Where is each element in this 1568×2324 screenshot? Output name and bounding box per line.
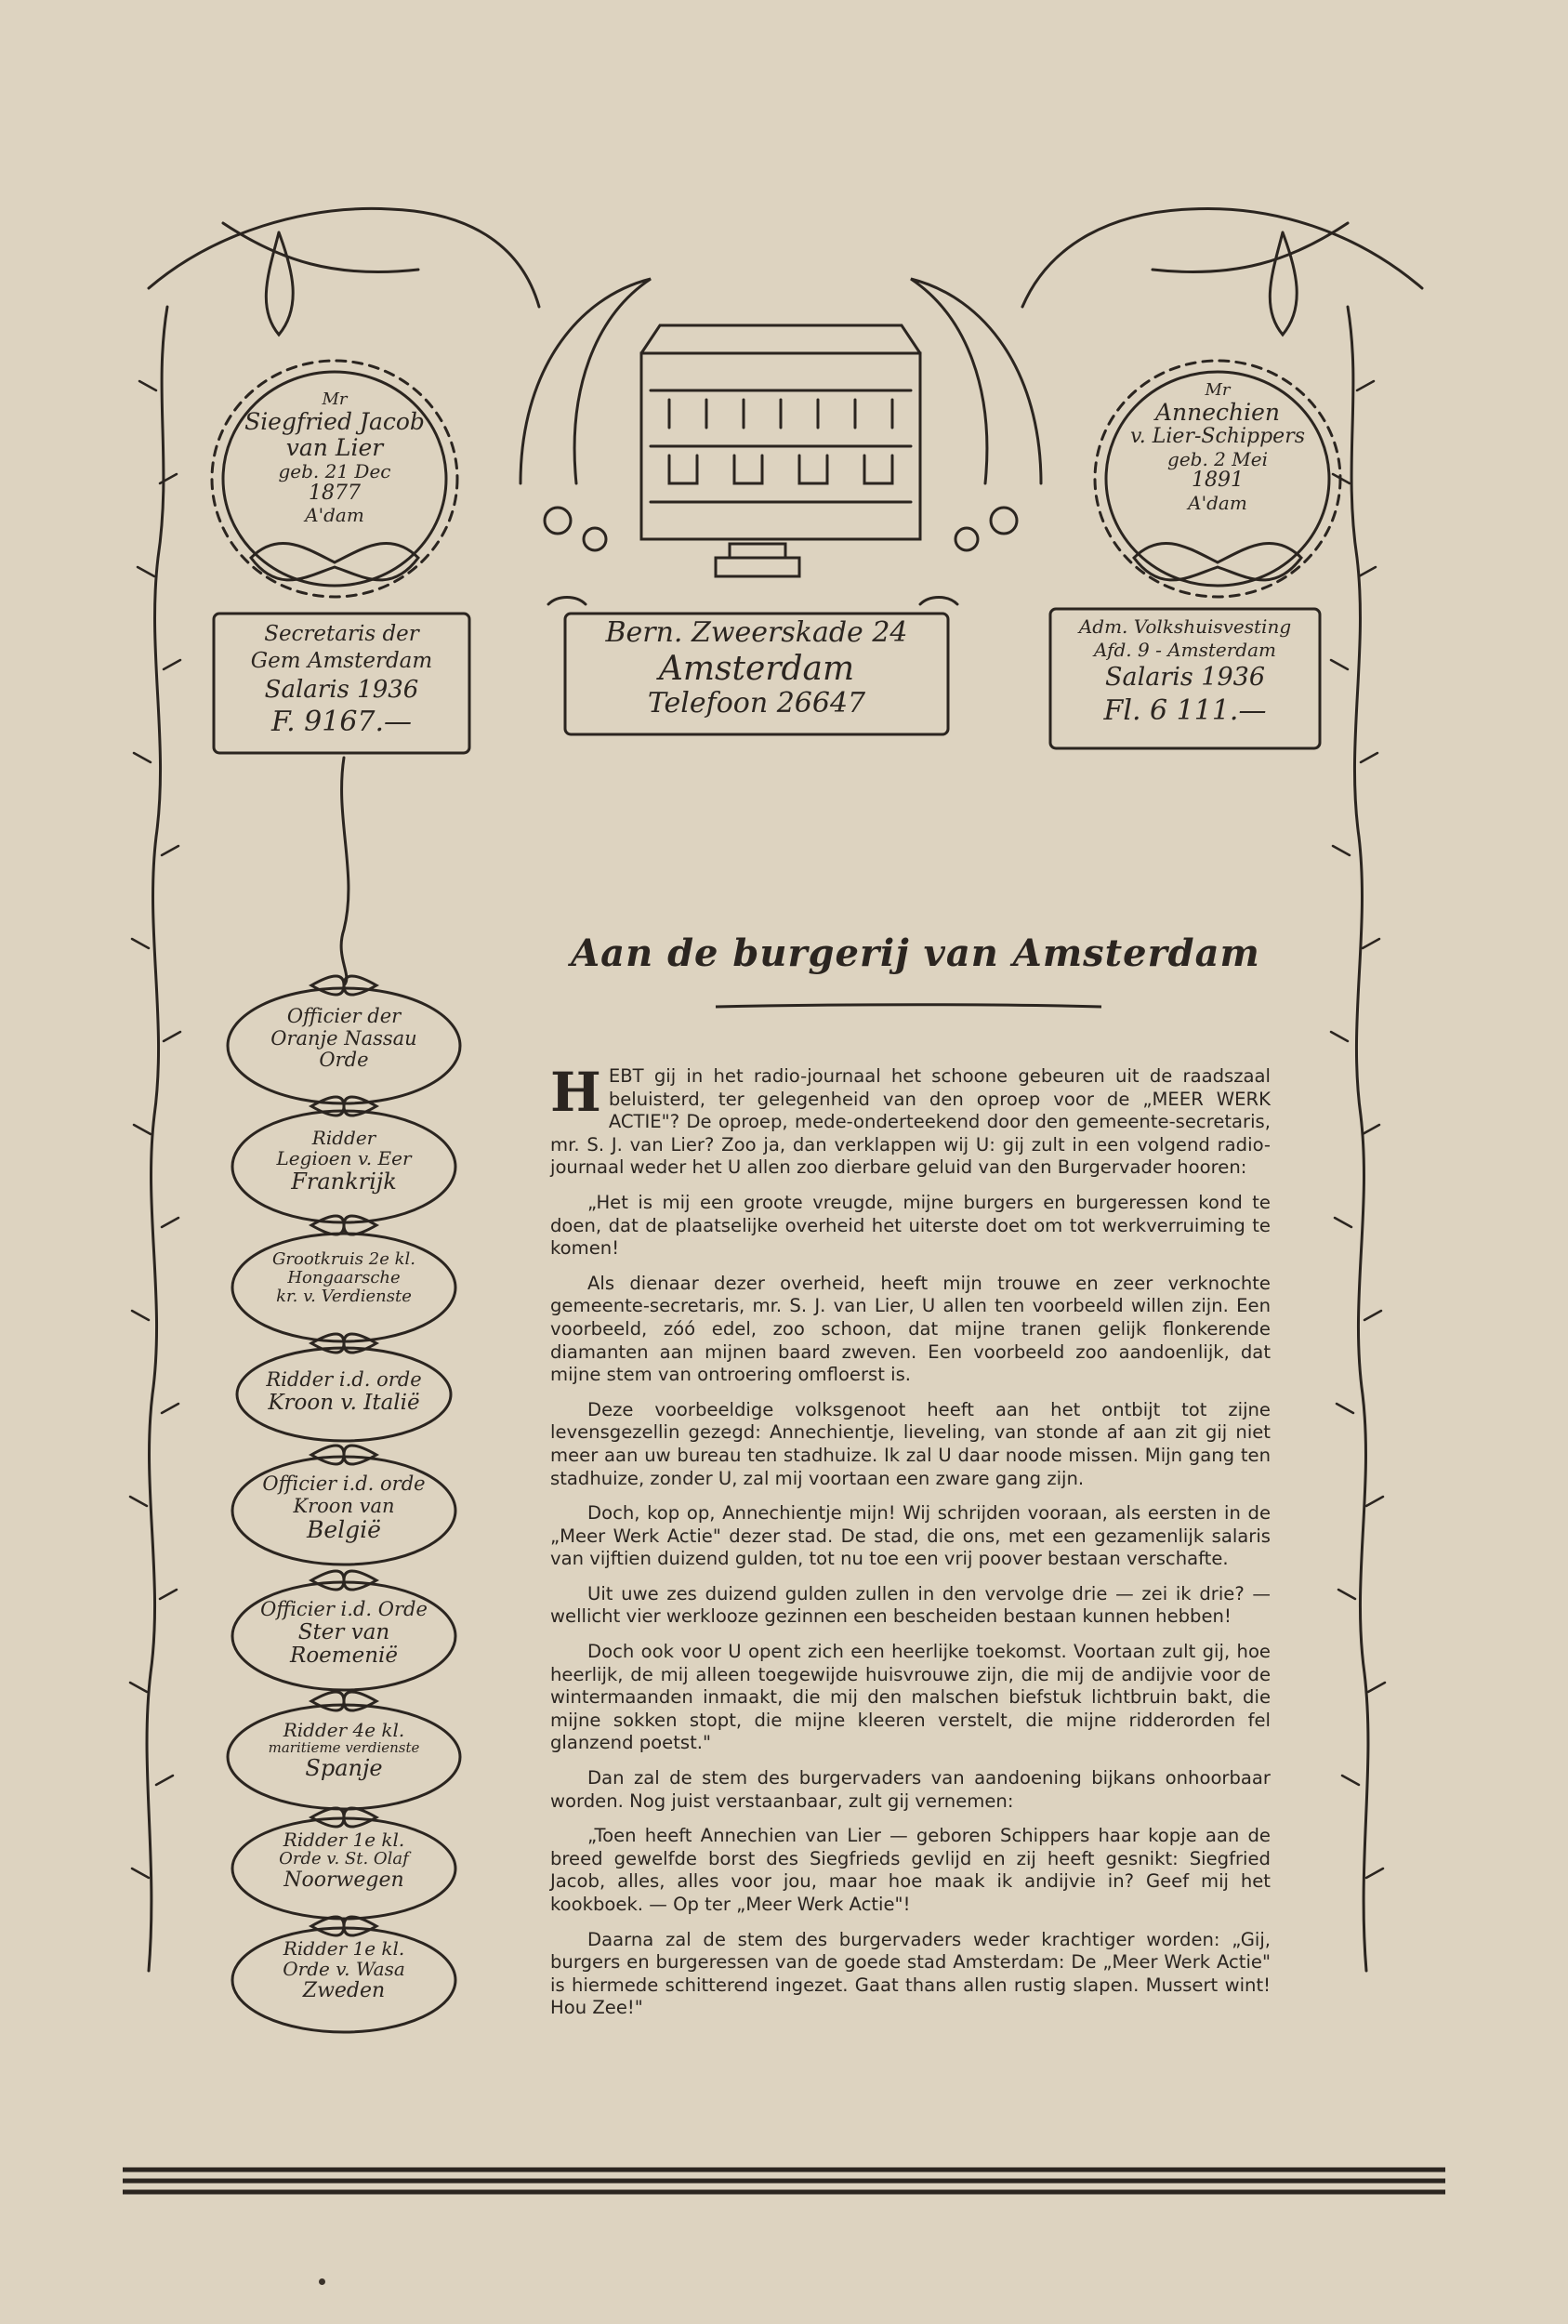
decoration-line: Roemenië [290, 1644, 398, 1669]
decoration-line: Ridder [311, 1127, 376, 1149]
decoration-line: Noorwegen [283, 1868, 404, 1892]
portrait-right-line: geb. 2 Mei [1167, 447, 1268, 470]
drop-cap: H [550, 1061, 601, 1124]
left-salary-plaque [217, 621, 466, 740]
right-plaque-line: Adm. Volkshuisvesting [1078, 615, 1292, 638]
decoration-line: Orde v. Wasa [283, 1958, 405, 1981]
article-paragraph: „Toen heeft Annechien van Lier — geboren Schippers haar kopje aan de breed gewelfde borst des Siegfrieds gevlijd en zij heeft gesnikt: Siegfried Jacob, alles, alles voor jou, maar hoe maak ik andijvie in? Geef mij het kookboek. — Op ter „Meer Werk Actie"! [550, 1825, 1271, 1915]
portrait-right-text [1115, 381, 1320, 513]
right-plaque-line: Afd. 9 - Amsterdam [1093, 639, 1276, 661]
address-city: Amsterdam [658, 649, 855, 688]
article-paragraph: Uit uwe zes duizend gulden zullen in den vervolge drie — zei ik drie? — wellicht vier werklooze gezinnen een bescheiden bestaan kunnen hebben! [550, 1582, 1271, 1628]
paragraph-text: EBT gij in het radio-journaal het schoone gebeuren uit de raadszaal beluisterd, ter gelegenheid van den oproep voor de „MEER WERK ACTIE"? De oproep, mede-onderteekend door den gemeente-secretaris, mr. S. J. van Lier? Zoo ja, dan verklappen wij U: gij zult in een volgend radio-journaal weder het U allen zoo dierbare geluid van den Burgervader hooren: [550, 1065, 1271, 1179]
decoration-line: maritieme verdienste [268, 1739, 420, 1757]
article-paragraph: Daarna zal de stem des burgervaders weder krachtiger worden: „Gij, burgers en burgeressen van de goede stad Amsterdam: De „Meer Werk Actie" is hiermede schitterend ingezet. Gaat thans allen rustig slapen. Mussert wint! Hou Zee!" [550, 1928, 1271, 2019]
decoration-spanje [232, 1720, 455, 1781]
ink-dot [319, 2278, 325, 2285]
article-paragraph: Als dienaar dezer overheid, heeft mijn trouwe en zeer verknochte gemeente-secretaris, mr. S. J. van Lier, U allen ten voorbeeld willen zijn. Een voorbeeld, zóó edel, zoo schoon, dat mijne tranen gelijk flonkerende diamanten aan mijnen baard zweven. Een voorbeeld zoo aandoenlijk, dat mijne stem van ontroering omfloerst is. [550, 1272, 1271, 1386]
left-plaque-line: Secretaris der [264, 622, 419, 646]
portrait-right-line: A'dam [1188, 491, 1247, 514]
left-plaque-line: Salaris 1936 [264, 675, 419, 704]
decoration-line: Grootkruis 2e kl. [272, 1249, 415, 1269]
right-salary-plaque [1054, 615, 1316, 728]
left-plaque-line: Gem Amsterdam [250, 648, 433, 673]
portrait-right-line: v. Lier-Schippers [1129, 425, 1305, 449]
decoration-line: Ridder 1e kl. [283, 1829, 405, 1851]
portrait-left-line: 1877 [309, 481, 361, 505]
article-paragraph: Deze voorbeeldige volksgenoot heeft aan het ontbijt tot zijne levensgezellin gezegd: Annechientje, lieveling, van stonde af aan zit gij niet meer aan uw bureau ten stadhuize. Ik zal U daar noode missen. Mijn gang ten stadhuize, zonder U, zal mij voortaan een zware gang zijn. [550, 1398, 1271, 1489]
article-paragraph: Doch, kop op, Annechientje mijn! Wij schrijden vooraan, als eersten in de „Meer Werk Actie" dezer stad. De stad, die ons, met een gezamenlijk salaris van vijftien duizend gulden, tot nu toe een vrij poover bestaan verschafte. [550, 1502, 1271, 1570]
address-street: Bern. Zweerskade 24 [605, 616, 908, 649]
decoration-line: Officier der [286, 1005, 402, 1027]
decoration-line: Orde v. St. Olaf [279, 1849, 409, 1869]
decoration-wasa-zweden [232, 1938, 455, 2002]
decoration-ster-van-roemenie [232, 1599, 455, 1669]
portrait-right-line: 1891 [1192, 469, 1244, 493]
decoration-legioen-van-eer [232, 1128, 455, 1195]
page-title: Aan de burgerij van Amsterdam [571, 931, 1260, 975]
portrait-left-text [237, 390, 432, 526]
decoration-line: Ridder i.d. orde [266, 1368, 422, 1391]
decoration-line: Kroon van [293, 1494, 395, 1517]
right-plaque-line: Fl. 6 111.— [1103, 693, 1267, 727]
article-paragraph-intro [550, 1061, 1271, 1180]
decoration-line: Oranje Nassau [270, 1026, 417, 1050]
decoration-hongaarsche-verdienste [232, 1250, 455, 1306]
portrait-left-line: van Lier [285, 434, 384, 462]
decoration-line: Legioen v. Eer [276, 1147, 412, 1170]
decoration-line: Ridder 1e kl. [283, 1937, 405, 1960]
decoration-line: kr. v. Verdienste [276, 1287, 412, 1307]
portrait-right-line: Mr [1205, 380, 1231, 400]
decoration-line: Hongaarsche [287, 1268, 401, 1288]
decoration-kroon-van-belgie [232, 1473, 455, 1543]
decoration-line: Ridder 4e kl. [283, 1719, 405, 1741]
decoration-line: Ster van [297, 1619, 390, 1644]
right-plaque-line: Salaris 1936 [1104, 663, 1266, 692]
decoration-kroon-van-italie [232, 1369, 455, 1415]
portrait-left-line: Mr [322, 390, 348, 409]
decoration-line: Spanje [305, 1755, 383, 1782]
address-plaque [569, 617, 944, 720]
decoration-line: Orde [319, 1049, 369, 1072]
title-underline [716, 1005, 1101, 1007]
portrait-left-line: A'dam [305, 504, 364, 527]
decoration-line: Zweden [302, 1978, 386, 2002]
decoration-line: Kroon v. Italië [268, 1390, 420, 1415]
article-body [550, 1061, 1271, 2032]
decoration-line: Frankrijk [291, 1168, 397, 1195]
decoration-line: Officier i.d. orde [262, 1472, 426, 1495]
decoration-line: Officier i.d. Orde [260, 1598, 428, 1620]
decoration-line: België [307, 1516, 381, 1544]
decoration-officier-oranje-nassau [232, 1006, 455, 1072]
article-paragraph: Dan zal de stem des burgervaders van aandoening bijkans onhoorbaar worden. Nog juist verstaanbaar, zult gij vernemen: [550, 1767, 1271, 1812]
article-paragraph: Doch ook voor U opent zich een heerlijke toekomst. Voortaan zult gij, hoe heerlijk, de mij alleen toegewijde huisvrouwe zijn, die mij de andijvie voor de wintermaanden inmaakt, die mij den malschen biefstuk lichtbruin bakt, die mijne sokken stopt, die mijne kleeren verstelt, die mijne ridderorden fel glanzend poetst." [550, 1641, 1271, 1754]
address-phone: Telefoon 26647 [647, 686, 866, 720]
left-plaque-line: F. 9167.— [270, 706, 413, 738]
decoration-st-olaf-noorwegen [232, 1829, 455, 1892]
article-paragraph: „Het is mij een groote vreugde, mijne burgers en burgeressen kond te doen, dat de plaatselijke overheid het uiterste doet om tot werkverruiming te komen! [550, 1191, 1271, 1260]
portrait-right-line: Annechien [1154, 399, 1281, 427]
portrait-left-line: geb. 21 Dec [278, 460, 391, 483]
portrait-left-line: Siegfried Jacob [244, 408, 425, 436]
